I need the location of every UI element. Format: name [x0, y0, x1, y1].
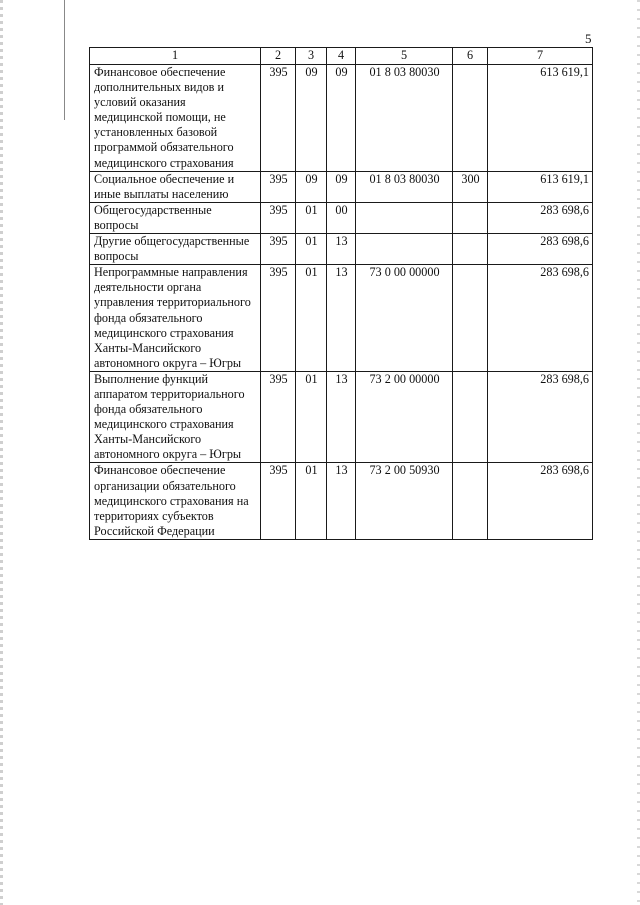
row-section: 01 — [296, 234, 327, 265]
row-name: Общегосударственные вопросы — [90, 202, 261, 233]
row-section: 01 — [296, 371, 327, 463]
row-amount: 613 619,1 — [488, 65, 593, 172]
row-expense-type — [453, 463, 488, 539]
header-col-5: 5 — [356, 48, 453, 65]
table-row — [90, 202, 593, 233]
row-section: 01 — [296, 265, 327, 372]
row-target-article: 73 2 00 50930 — [356, 463, 453, 539]
row-name: Выполнение функций аппаратом территориального фонда обязательного медицинского страхования Ханты-Мансийского автономного округа – Югры — [90, 371, 261, 463]
row-target-article: 73 0 00 00000 — [356, 265, 453, 372]
row-subsection: 13 — [327, 234, 356, 265]
row-amount: 283 698,6 — [488, 265, 593, 372]
row-target-article — [356, 202, 453, 233]
row-subsection: 00 — [327, 202, 356, 233]
row-name: Другие общегосударственные вопросы — [90, 234, 261, 265]
row-target-article — [356, 234, 453, 265]
row-target-article: 01 8 03 80030 — [356, 65, 453, 172]
row-expense-type — [453, 65, 488, 172]
row-code: 395 — [261, 463, 296, 539]
row-amount: 613 619,1 — [488, 171, 593, 202]
header-col-7: 7 — [488, 48, 593, 65]
header-col-6: 6 — [453, 48, 488, 65]
header-col-1: 1 — [90, 48, 261, 65]
row-amount: 283 698,6 — [488, 202, 593, 233]
table-row — [90, 234, 593, 265]
header-col-3: 3 — [296, 48, 327, 65]
row-expense-type — [453, 265, 488, 372]
row-code: 395 — [261, 371, 296, 463]
table-row — [90, 65, 593, 172]
row-subsection: 13 — [327, 371, 356, 463]
row-section: 01 — [296, 463, 327, 539]
row-subsection: 09 — [327, 65, 356, 172]
row-target-article: 01 8 03 80030 — [356, 171, 453, 202]
row-amount: 283 698,6 — [488, 463, 593, 539]
row-expense-type: 300 — [453, 171, 488, 202]
row-name: Социальное обеспечение и иные выплаты населению — [90, 171, 261, 202]
row-expense-type — [453, 202, 488, 233]
page-number: 5 — [585, 31, 592, 46]
row-amount: 283 698,6 — [488, 371, 593, 463]
row-target-article: 73 2 00 00000 — [356, 371, 453, 463]
margin-line — [64, 0, 65, 120]
table-row — [90, 265, 593, 372]
row-code: 395 — [261, 202, 296, 233]
row-code: 395 — [261, 171, 296, 202]
row-code: 395 — [261, 265, 296, 372]
row-expense-type — [453, 371, 488, 463]
scan-edge-left — [0, 0, 3, 905]
header-col-2: 2 — [261, 48, 296, 65]
table-row — [90, 171, 593, 202]
header-col-4: 4 — [327, 48, 356, 65]
row-expense-type — [453, 234, 488, 265]
row-code: 395 — [261, 234, 296, 265]
row-section: 09 — [296, 171, 327, 202]
row-subsection: 09 — [327, 171, 356, 202]
row-amount: 283 698,6 — [488, 234, 593, 265]
row-subsection: 13 — [327, 463, 356, 539]
table-row — [90, 463, 593, 539]
row-section: 09 — [296, 65, 327, 172]
row-name: Финансовое обеспечение дополнительных видов и условий оказания медицинской помощи, не установленных базовой программой обязательного медицинского страхования — [90, 65, 261, 172]
row-subsection: 13 — [327, 265, 356, 372]
row-name: Финансовое обеспечение организации обязательного медицинского страхования на территориях субъектов Российской Федерации — [90, 463, 261, 539]
budget-table — [89, 47, 593, 540]
row-section: 01 — [296, 202, 327, 233]
header-row — [90, 48, 593, 65]
row-code: 395 — [261, 65, 296, 172]
row-name: Непрограммные направления деятельности органа управления территориального фонда обязательного медицинского страхования Ханты-Мансийского автономного округа – Югры — [90, 265, 261, 372]
table-row — [90, 371, 593, 463]
